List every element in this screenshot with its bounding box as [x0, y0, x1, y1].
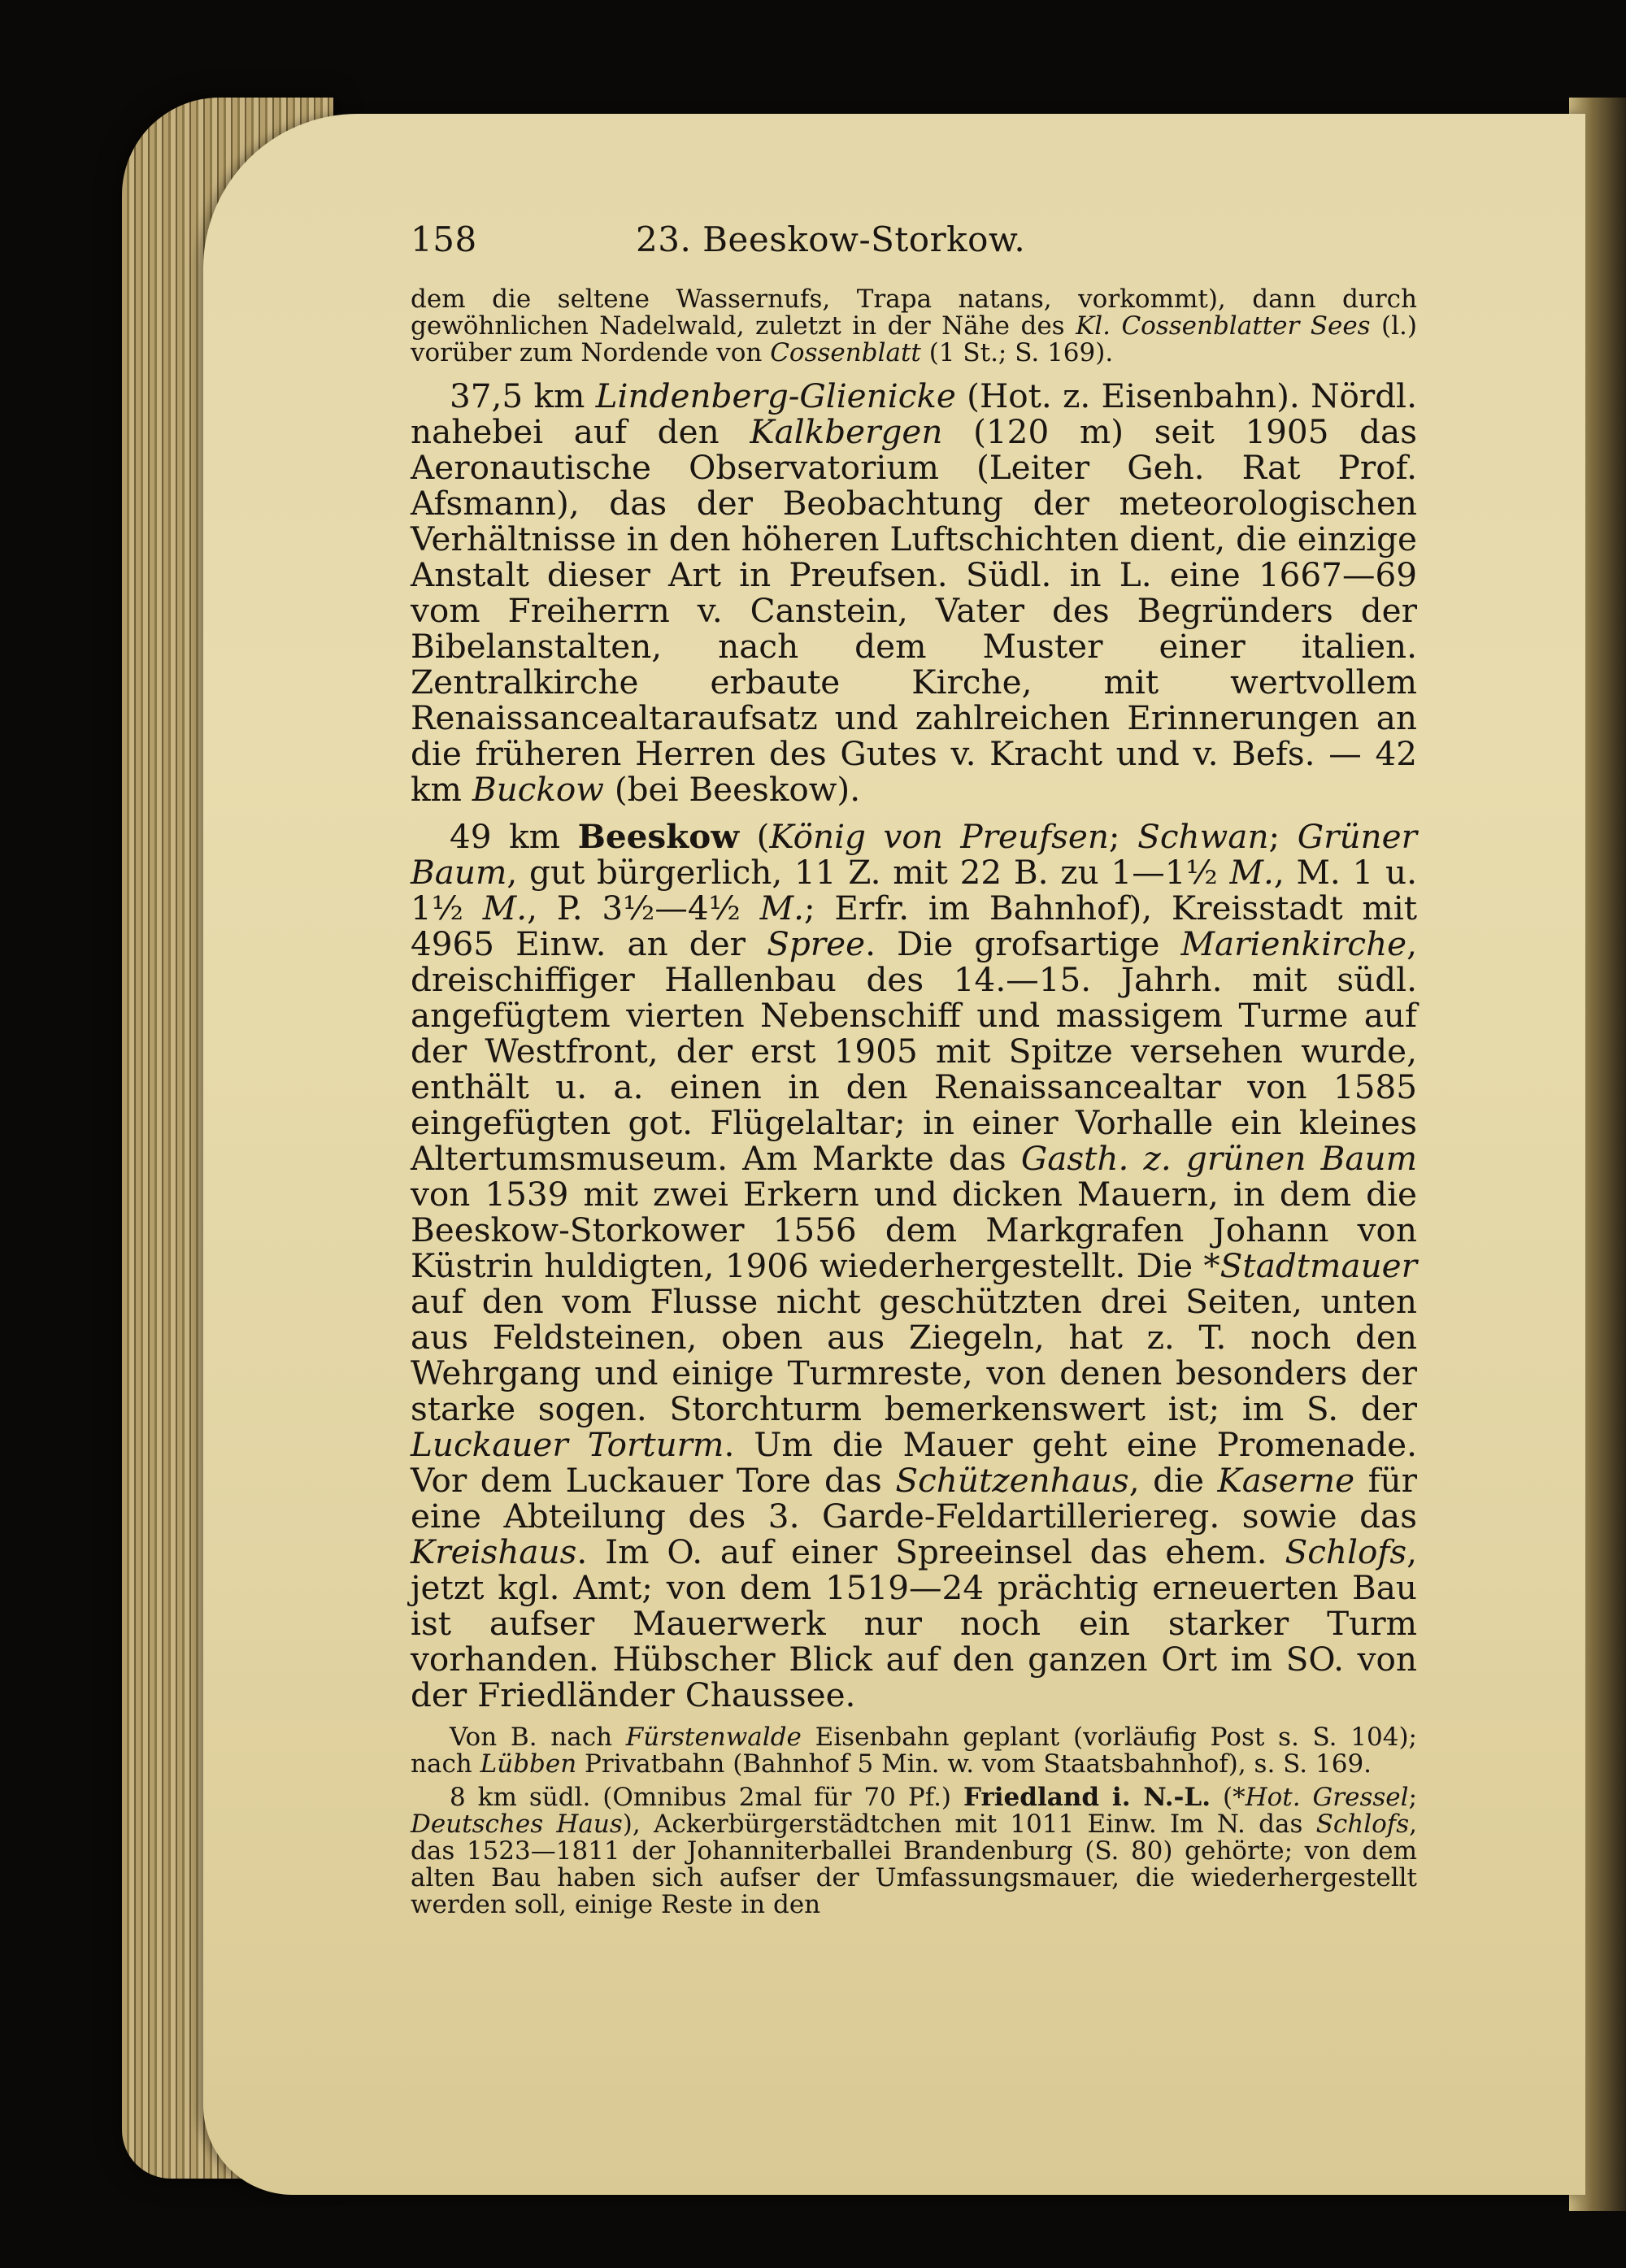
- para-beeskow-run: Beeskow: [577, 817, 740, 856]
- para-lindenberg-run: (Hot. z. Eisenbahn). Nördl. nahebei auf den: [411, 376, 1417, 451]
- para-beeskow-run: Schützenhaus: [895, 1461, 1129, 1500]
- paragraph-beeskow: [411, 819, 1417, 1713]
- para-lindenberg-run: (120 m) seit 1905 das Aeronautische Observatorium (Leiter Geh. Rat Prof. Afsmann), das der Beobachtung der meteorologischen Verhältnisse in den höheren Luftschichten dient, die einzige Anstalt dieser Art in Preufsen. Südl. in L. eine 1667—69 vom Freiherrn v. Canstein, Vater des Begründers der Bibelanstalten, nach dem Muster einer italien. Zentralkirche erbaute Kirche, mit wertvollem Renaissancealtaraufsatz und zahlreichen Erinnerungen an die früheren Herren des Gutes v. Kracht und v. Befs. — 42 km: [411, 412, 1417, 809]
- note-fuerstenwalde-run: Fürstenwalde: [625, 1723, 802, 1752]
- para-beeskow-run: . Die grofsartige: [865, 924, 1181, 963]
- para-beeskow-run: , die: [1128, 1461, 1218, 1500]
- running-header: [411, 219, 1417, 268]
- para-beeskow-run: M.: [1229, 853, 1274, 892]
- note-friedland-run: Deutsches Haus: [411, 1810, 623, 1839]
- note-friedland-run: Schlofs: [1315, 1810, 1410, 1839]
- para-beeskow-run: M.: [482, 889, 528, 928]
- para-beeskow-run: 49 km: [450, 817, 578, 856]
- para-beeskow-run: ;: [1108, 817, 1138, 856]
- top-note: [411, 286, 1417, 367]
- note-friedland-run: ), Ackerbürgerstädtchen mit 1011 Einw. Im N. das: [622, 1810, 1316, 1839]
- note-fuerstenwalde-run: Lübben: [480, 1749, 577, 1779]
- para-lindenberg-run: Buckow: [472, 770, 604, 809]
- top-note-run: Cossenblatt: [770, 338, 921, 367]
- note-fuerstenwalde-run: Privatbahn (Bahnhof 5 Min. w. vom Staatsbahnhof), s. S. 169.: [576, 1749, 1372, 1779]
- para-beeskow-run: . Im O. auf einer Spreeinsel das ehem.: [576, 1532, 1285, 1571]
- note-friedland-run: Hot. Gressel: [1245, 1783, 1409, 1812]
- para-beeskow-run: von 1539 mit zwei Erkern und dicken Mauern, in dem die Beeskow-Storkower 1556 dem Markgrafen Johann von Küstrin huldigten, 1906 wiederhergestellt. Die *: [411, 1175, 1417, 1285]
- note-friedland-run: , das 1523—1811 der Johanniterballei Brandenburg (S. 80) gehörte; von dem alten Bau haben sich aufser der Umfassungsmauer, die wiederhergestellt werden soll, einige Reste in den: [411, 1810, 1418, 1919]
- para-beeskow-run: ; Erfr. im Bahnhof), Kreisstadt mit 4965 Einw. an der: [411, 889, 1417, 963]
- para-lindenberg-run: 37,5 km: [450, 376, 596, 415]
- top-note-run: (1 St.; S. 169).: [920, 338, 1114, 367]
- page-content: [411, 219, 1417, 1918]
- note-friedland-run: (*: [1211, 1783, 1246, 1812]
- note-fuerstenwalde-run: Von B. nach: [450, 1723, 626, 1752]
- note-fuerstenwalde: [411, 1724, 1417, 1778]
- para-beeskow-run: , M. 1 u. 1½: [411, 853, 1417, 928]
- chapter-title: 23. Beeskow-Storkow.: [636, 219, 1026, 259]
- para-beeskow-run: (: [739, 817, 770, 856]
- note-friedland-run: Friedland i. N.-L.: [963, 1783, 1211, 1812]
- note-friedland-run: ;: [1408, 1783, 1418, 1812]
- para-beeskow-run: Marienkirche: [1180, 924, 1407, 963]
- para-beeskow-run: M.: [759, 889, 805, 928]
- para-beeskow-run: . Um die Mauer geht eine Promenade. Vor dem Luckauer Tore das: [411, 1425, 1417, 1500]
- para-beeskow-run: auf den vom Flusse nicht geschützten drei Seiten, unten aus Feldsteinen, oben aus Ziegeln, hat z. T. noch den Wehrgang und einige Turmreste, von denen besonders der starke sogen. Storchturm bemerkenswert ist; im S. der: [411, 1282, 1417, 1428]
- para-lindenberg-run: Lindenberg-Glienicke: [595, 376, 956, 415]
- para-lindenberg-run: Kalkbergen: [750, 412, 943, 451]
- top-note-run: Kl. Cossenblatter Sees: [1076, 311, 1371, 341]
- para-beeskow-run: König von Preufsen: [769, 817, 1109, 856]
- para-beeskow-run: Schwan: [1137, 817, 1269, 856]
- para-beeskow-run: Spree: [767, 924, 866, 963]
- para-beeskow-run: für eine Abteilung des 3. Garde-Feldartilleriereg. sowie das: [411, 1461, 1418, 1536]
- para-beeskow-run: Luckauer Torturm: [411, 1425, 724, 1464]
- para-beeskow-run: ;: [1268, 817, 1298, 856]
- para-lindenberg-run: (bei Beeskow).: [603, 770, 861, 809]
- para-beeskow-run: Grüner Baum: [411, 817, 1417, 892]
- note-friedland-run: 8 km südl. (Omnibus 2mal für 70 Pf.): [450, 1783, 963, 1812]
- top-note-run: dem die seltene Wassernufs, Trapa natans, vorkommt), dann durch gewöhnlichen Nadelwald, zuletzt in der Nähe des: [411, 285, 1417, 341]
- para-beeskow-run: Kreishaus: [411, 1532, 577, 1571]
- para-beeskow-run: , gut bürgerlich, 11 Z. mit 22 B. zu 1—1½: [506, 853, 1230, 892]
- para-beeskow-run: Schlofs: [1285, 1532, 1407, 1571]
- para-beeskow-run: , jetzt kgl. Amt; von dem 1519—24 prächtig erneuerten Bau ist aufser Mauerwerk nur noch ein starker Turm vorhanden. Hübscher Blick auf den ganzen Ort im SO. von der Friedländer Chaussee.: [411, 1532, 1417, 1714]
- para-beeskow-run: , P. 3½—4½: [527, 889, 760, 928]
- page-number: 158: [411, 219, 477, 259]
- top-note-run: (l.) vorüber zum Nordende von: [411, 311, 1417, 367]
- para-beeskow-run: Stadtmauer: [1220, 1246, 1417, 1285]
- paragraph-lindenberg: [411, 378, 1417, 807]
- note-friedland: [411, 1784, 1417, 1918]
- para-beeskow-run: Gasth. z. grünen Baum: [1020, 1139, 1417, 1178]
- note-fuerstenwalde-run: Eisenbahn geplant (vorläufig Post s. S. 104); nach: [411, 1723, 1417, 1779]
- para-beeskow-run: , dreischiffiger Hallenbau des 14.—15. Jahrh. mit südl. angefügtem vierten Nebenschiff und massigem Turme auf der Westfront, der erst 1905 mit Spitze versehen wurde, enthält u. a. einen in den Renaissancealtar von 1585 eingefügten got. Flügelaltar; in einer Vorhalle ein kleines Altertumsmuseum. Am Markte das: [411, 924, 1417, 1178]
- para-beeskow-run: Kaserne: [1217, 1461, 1355, 1500]
